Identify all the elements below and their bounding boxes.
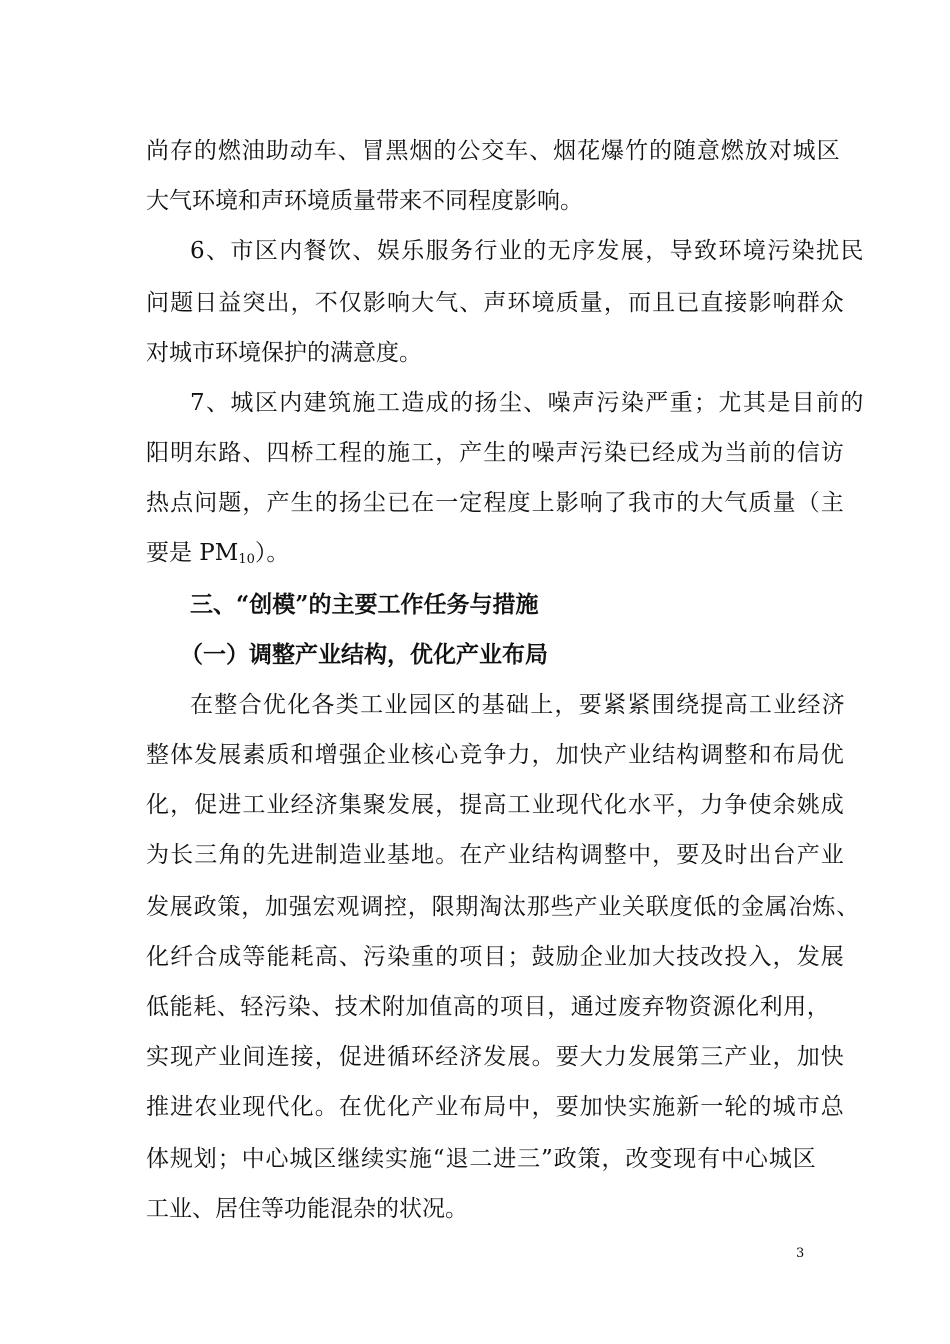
text-line-9 xyxy=(146,538,289,575)
text-line-16: 化，促进工业经济集聚发展，提高工业现代化水平，力争使余姚成 xyxy=(146,792,845,818)
text-line-3: 6、市区内餐饮、娱乐服务行业的无序发展，导致环境污染扰民 xyxy=(190,238,865,264)
text-line-15: 整体发展素质和增强企业核心竞争力，加快产业结构调整和布局优 xyxy=(146,742,845,768)
text-line-20: 低能耗、轻污染、技术附加值高的项目，通过废弃物资源化利用， xyxy=(146,994,831,1020)
text-line-18: 发展政策，加强宏观调控，限期淘汰那些产业关联度低的金属冶炼、 xyxy=(146,894,860,920)
pm-prefix: 要是 PM xyxy=(146,540,239,566)
text-line-5: 对城市环境保护的满意度。 xyxy=(146,340,422,366)
text-line-1: 尚存的燃油助动车、冒黑烟的公交车、烟花爆竹的随意燃放对城区 xyxy=(146,138,841,164)
text-line-2: 大气环境和声环境质量带来不同程度影响。 xyxy=(146,188,583,214)
pm-subscript: 10 xyxy=(238,552,255,567)
text-line-24: 工业、居住等功能混杂的状况。 xyxy=(146,1196,468,1222)
text-line-4: 问题日益突出，不仅影响大气、声环境质量，而且已直接影响群众 xyxy=(146,290,845,316)
text-line-6: 7、城区内建筑施工造成的扬尘、噪声污染严重；尤其是目前的 xyxy=(190,390,865,416)
text-line-14: 在整合优化各类工业园区的基础上，要紧紧围绕提高工业经济 xyxy=(190,692,847,718)
text-line-7: 阳明东路、四桥工程的施工，产生的噪声污染已经成为当前的信访 xyxy=(146,440,845,466)
text-line-21: 实现产业间连接，促进循环经济发展。要大力发展第三产业，加快 xyxy=(146,1044,845,1070)
pm-suffix: ）。 xyxy=(254,540,290,566)
text-line-22: 推进农业现代化。在优化产业布局中，要加快实施新一轮的城市总 xyxy=(146,1094,845,1120)
text-line-8: 热点问题，产生的扬尘已在一定程度上影响了我市的大气质量（主 xyxy=(146,490,845,516)
section-heading: 三、“创模”的主要工作任务与措施 xyxy=(190,591,539,618)
subsection-heading: （一）调整产业结构，优化产业布局 xyxy=(180,641,548,668)
text-line-23: 体规划；中心城区继续实施“退二进三”政策，改变现有中心城区 xyxy=(146,1146,817,1172)
page-number: 3 xyxy=(796,1246,805,1261)
text-line-19: 化纤合成等能耗高、污染重的项目；鼓励企业加大技改投入，发展 xyxy=(146,944,845,970)
text-line-17: 为长三角的先进制造业基地。在产业结构调整中，要及时出台产业 xyxy=(146,842,845,868)
